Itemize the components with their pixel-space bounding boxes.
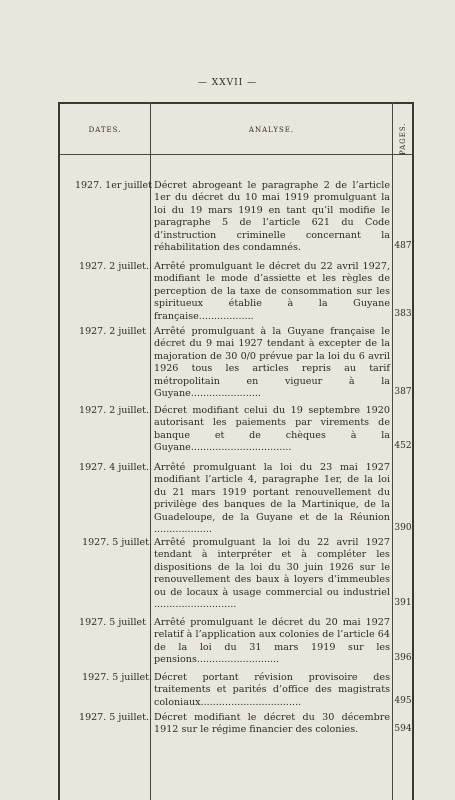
entry-analysis: Arrêté promulguant la loi du 22 avril 1927 tendant à interpréter et à compléter les dispositions de la loi du 30 juin 1926 sur le renouvellement des baux à loyers d’immeubles ou de locaux à usage commercial ou industriel ...........................: [154, 537, 390, 611]
entry-analysis: Décret modifiant celui du 19 septembre 1920 autorisant les paiements par virements de banque et de chèques à la Guyane.................................: [154, 405, 390, 454]
entry-analysis: Arrêté promulguant le décret du 20 mai 1927 relatif à l’application aux colonies de l’article 64 de la loi du 31 mars 1919 sur les pensions...........................: [154, 617, 390, 666]
entry-page: 487: [394, 241, 412, 251]
entry-analysis: Arrêté promulguant à la Guyane française le décret du 9 mai 1927 tendant à excepter de la majoration de 30 0/0 prévue par la loi du 6 avril 1926 tous les articles repris au tarif métropolitain en vigueur à la Guyane.......................: [154, 326, 390, 400]
entry-date: 1927. 5 juillet.: [82, 537, 152, 548]
header-analyse: ANALYSE.: [248, 126, 295, 134]
entry-analysis: Décret portant révision provisoire des traitements et parités d’office des magistrats coloniaux.................................: [154, 672, 390, 708]
entry-page: 594: [394, 724, 412, 734]
entry-analysis: Décret modifiant le décret du 30 décembre 1912 sur le régime financier des colonies.: [154, 712, 390, 736]
entry-page: 396: [394, 653, 412, 663]
entry-date: 1927. 1er juillet: [74, 180, 152, 191]
header-dates: DATES.: [88, 126, 122, 134]
entry-date: 1927. 4 juillet..: [79, 462, 152, 473]
page-number: — XXVII —: [197, 78, 258, 88]
entry-date: 1927. 5 juillet..: [79, 712, 152, 723]
column-divider-dates: [150, 102, 151, 800]
entry-date: 1927. 2 juillet .: [79, 326, 152, 337]
entry-page: 383: [394, 309, 412, 319]
entry-date: 1927. 5 juillet .: [79, 617, 152, 628]
entry-analysis: Arrêté promulguant le décret du 22 avril 1927, modifiant le mode d’assiette et les règles de perception de la taxe de consommation sur les spiritueux établie à la Guyane française..................: [154, 261, 390, 322]
entry-date: 1927. 5 juillet.: [82, 672, 152, 683]
entry-analysis: Décret abrogeant le paragraphe 2 de l’article 1er du décret du 10 mai 1919 promulguant la loi du 19 mars 1919 en tant qu’il modifie le paragraphe 5 de l’article 621 du Code d’instruction criminelle concernant la réhabilitation des condamnés.: [154, 180, 390, 254]
entry-date: 1927. 2 juillet..: [79, 405, 152, 416]
entry-date: 1927. 2 juillet..: [79, 261, 152, 272]
entry-page: 391: [394, 598, 412, 608]
entry-page: 452: [394, 441, 412, 451]
entry-page: 495: [394, 696, 412, 706]
entry-page: 390: [394, 523, 412, 533]
entry-analysis: Arrêté promulguant la loi du 23 mai 1927 modifiant l’article 4, paragraphe 1er, de la loi du 21 mars 1919 portant renouvellement du privilège des banques de la Martinique, de la Guadeloupe, de la Guyane et de la Réunion ...................: [154, 462, 390, 536]
entry-page: 387: [394, 387, 412, 397]
header-divider: [58, 154, 414, 155]
header-pages: PAGES.: [399, 122, 407, 155]
